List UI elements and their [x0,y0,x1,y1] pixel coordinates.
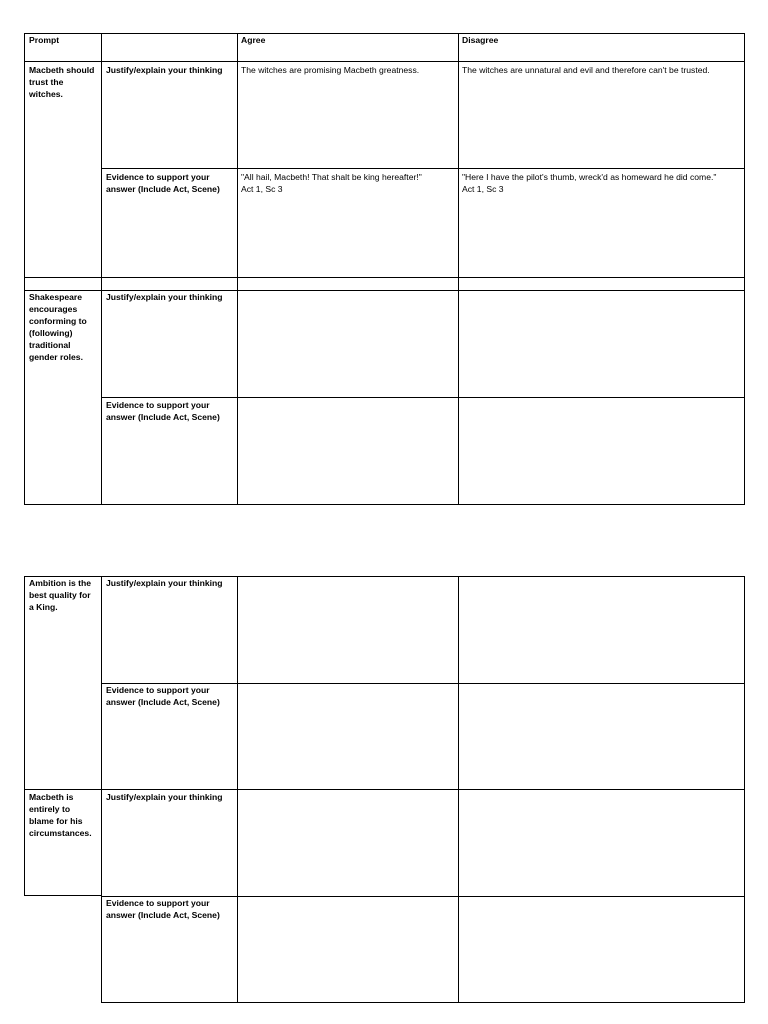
prompt-ambition: Ambition is the best quality for a King. [29,578,92,612]
table-rule [24,61,745,62]
disagree-evidence-text: "Here I have the pilot's thumb, wreck'd as homeward he did come." Act 1, Sc 3 [462,172,717,194]
table-rule [24,789,745,790]
table-rule [101,576,102,1003]
header-prompt: Prompt [29,35,60,45]
table-border [24,33,25,505]
table-rule [237,33,238,505]
header-agree: Agree [241,35,266,45]
agree-justify-text: The witches are promising Macbeth greatness. [241,65,420,75]
table-rule [458,33,459,505]
table-rule [237,576,238,1003]
table-rule [101,397,745,398]
evidence-label: Evidence to support your answer (Include Act, Scene) [106,172,220,194]
table-rule [24,895,102,896]
table-rule [458,576,459,1003]
table-rule [101,168,745,169]
table-border [24,504,745,505]
justify-label: Justify/explain your thinking [106,578,223,588]
justify-label: Justify/explain your thinking [106,292,223,302]
table-border [24,33,745,34]
table-border [744,576,745,1003]
prompt-gender-roles: Shakespeare encourages conforming to (following) traditional gender roles. [29,292,87,362]
table-border [24,576,25,896]
table-border [101,1002,745,1003]
table-border [744,33,745,505]
table-rule [101,33,102,505]
evidence-label: Evidence to support your answer (Include Act, Scene) [106,685,220,707]
table-rule [24,277,745,278]
evidence-label: Evidence to support your answer (Include Act, Scene) [106,400,220,422]
prompt-macbeth-blame: Macbeth is entirely to blame for his circumstances. [29,792,92,838]
prompt-trust-witches: Macbeth should trust the witches. [29,65,95,99]
evidence-label: Evidence to support your answer (Include Act, Scene) [106,898,220,920]
agree-evidence-text: "All hail, Macbeth! That shalt be king hereafter!" Act 1, Sc 3 [241,172,422,194]
justify-label: Justify/explain your thinking [106,65,223,75]
justify-label: Justify/explain your thinking [106,792,223,802]
disagree-justify-text: The witches are unnatural and evil and therefore can't be trusted. [462,65,710,75]
header-disagree: Disagree [462,35,499,45]
